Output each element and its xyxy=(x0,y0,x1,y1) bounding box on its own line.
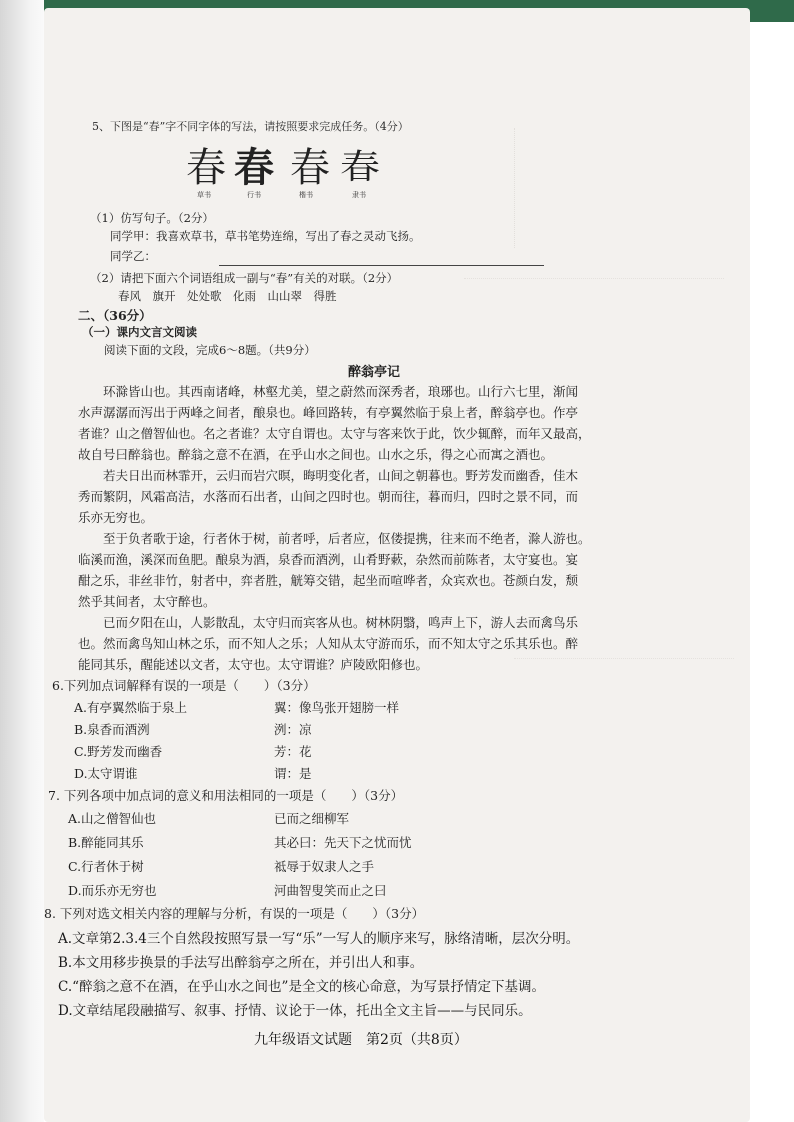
q7-stem: 7. 下列各项中加点词的意义和用法相同的一项是（ ）（3分） xyxy=(48,788,404,803)
passage-line: 环滁皆山也。其西南诸峰，林壑尤美，望之蔚然而深秀者，琅琊也。山行六七里，渐闻 xyxy=(78,384,579,399)
page-footer: 九年级语文试题 第2页（共8页） xyxy=(254,1032,468,1048)
passage-line: 故自号曰醉翁也。醉翁之意不在酒，在乎山水之间也。山水之乐，得之心而寓之酒也。 xyxy=(78,447,554,462)
q7-option-a: A.山之僧智仙也 xyxy=(68,811,157,826)
q6-option-d-gloss: 谓：是 xyxy=(274,766,312,781)
q7-option-c: C.行者休于树 xyxy=(68,859,144,874)
q6-option-b-gloss: 洌：凉 xyxy=(274,722,312,737)
caption-cursive: 草书 xyxy=(197,191,211,199)
q7-option-a-compare: 已而之细柳军 xyxy=(274,811,350,826)
q5-part2: （2）请把下面六个词语组成一副与“春”有关的对联。（2分） xyxy=(90,271,399,285)
passage-line: 也。然而禽鸟知山林之乐，而不知人之乐；人知从太守游而乐，而不知太守之乐其乐也。醉 xyxy=(78,636,579,651)
passage-line: 乐亦无穷也。 xyxy=(78,510,154,525)
section-heading: 二、（36分） xyxy=(78,308,152,323)
q8-option-d: D.文章结尾段融描写、叙事、抒情、议论于一体，托出全文主旨——与民同乐。 xyxy=(58,1003,532,1019)
exam-page xyxy=(44,8,750,1122)
caption-running: 行书 xyxy=(247,191,261,199)
q7-option-c-compare: 祗辱于奴隶人之手 xyxy=(274,859,375,874)
caption-clerical: 隶书 xyxy=(352,191,366,199)
q6-option-a: A.有亭翼然临于泉上 xyxy=(74,700,188,715)
q6-option-a-gloss: 翼：像鸟张开翅膀一样 xyxy=(274,700,400,715)
bleed-through-texture xyxy=(514,128,735,248)
q7-option-d-compare: 河曲智叟笑而止之曰 xyxy=(274,883,387,898)
passage-line: 至于负者歌于途，行者休于树，前者呼，后者应，伛偻提携，往来而不绝者，滁人游也。 xyxy=(78,531,591,546)
q5-student-a: 同学甲：我喜欢草书，草书笔势连绵，写出了春之灵动飞扬。 xyxy=(110,229,421,243)
answer-blank-line[interactable] xyxy=(219,265,544,266)
calligraphy-clerical: 春 xyxy=(340,147,382,188)
q6-option-c: C.野芳发而幽香 xyxy=(74,744,163,759)
q8-option-a: A.文章第2.3.4三个自然段按照写景一写“乐”一写人的顺序来写，脉络清晰，层次分明。 xyxy=(58,931,580,947)
passage-title: 醉翁亭记 xyxy=(348,365,401,380)
q6-option-c-gloss: 芳：花 xyxy=(274,744,312,759)
passage-line: 已而夕阳在山，人影散乱，太守归而宾客从也。树林阴翳，鸣声上下，游人去而禽鸟乐 xyxy=(78,615,579,630)
passage-line: 能同其乐，醒能述以文者，太守也。太守谓谁？庐陵欧阳修也。 xyxy=(78,657,429,672)
page-shadow xyxy=(0,0,44,1122)
q7-option-b: B.醉能同其乐 xyxy=(68,835,144,850)
q5-student-b: 同学乙： xyxy=(110,249,156,263)
q8-option-c: C.“醉翁之意不在酒，在乎山水之间也”是全文的核心命意，为写景抒情定下基调。 xyxy=(58,979,545,995)
q6-stem: 6.下列加点词解释有误的一项是（ ）（3分） xyxy=(52,678,316,693)
passage-line: 者谁？山之僧智仙也。名之者谁？太守自谓也。太守与客来饮于此，饮少辄醉，而年又最高， xyxy=(78,426,591,441)
q6-option-d: D.太守谓谁 xyxy=(74,766,138,781)
passage-line: 秀而繁阴，风霜高洁，水落而石出者，山间之四时也。朝而往，暮而归，四时之景不同，而 xyxy=(78,489,579,504)
q6-option-b: B.泉香而酒洌 xyxy=(74,722,150,737)
reading-instruction: 阅读下面的文段，完成6～8题。（共9分） xyxy=(104,343,316,357)
subsection-heading: （一）课内文言文阅读 xyxy=(82,325,197,339)
passage-line: 若夫日出而林霏开，云归而岩穴暝，晦明变化者，山间之朝暮也。野芳发而幽香，佳木 xyxy=(78,468,579,483)
q5-part1: （1）仿写句子。（2分） xyxy=(90,211,214,225)
passage-line: 然乎其间者，太守醉也。 xyxy=(78,594,216,609)
caption-regular: 楷书 xyxy=(299,191,313,199)
q5-stem: 5、下图是“春”字不同字体的写法，请按照要求完成任务。（4分） xyxy=(92,120,409,133)
passage-line: 酣之乐，非丝非竹，射者中，弈者胜，觥筹交错，起坐而喧哗者，众宾欢也。苍颜白发，颓 xyxy=(78,573,579,588)
q8-option-b: B.本文用移步换景的手法写出醉翁亭之所在，并引出人和事。 xyxy=(58,955,424,971)
calligraphy-running: 春 xyxy=(234,144,276,191)
bleed-through-texture xyxy=(514,658,734,809)
calligraphy-cursive: 春 xyxy=(186,145,228,191)
q7-option-d: D.而乐亦无穷也 xyxy=(68,883,157,898)
q7-option-b-compare: 其必曰：先天下之忧而忧 xyxy=(274,835,412,850)
passage-line: 临溪而渔，溪深而鱼肥。酿泉为酒，泉香而酒洌，山肴野蔌，杂然而前陈者，太守宴也。宴 xyxy=(78,552,579,567)
q5-word-bank: 春风 旗开 处处歌 化雨 山山翠 得胜 xyxy=(118,289,337,303)
bleed-through-texture xyxy=(464,278,724,359)
passage-line: 水声潺潺而泻出于两峰之间者，酿泉也。峰回路转，有亭翼然临于泉上者，醉翁亭也。作亭 xyxy=(78,405,579,420)
calligraphy-regular: 春 xyxy=(290,145,332,191)
q8-stem: 8. 下列对选文相关内容的理解与分析，有误的一项是（ ）（3分） xyxy=(44,906,425,921)
